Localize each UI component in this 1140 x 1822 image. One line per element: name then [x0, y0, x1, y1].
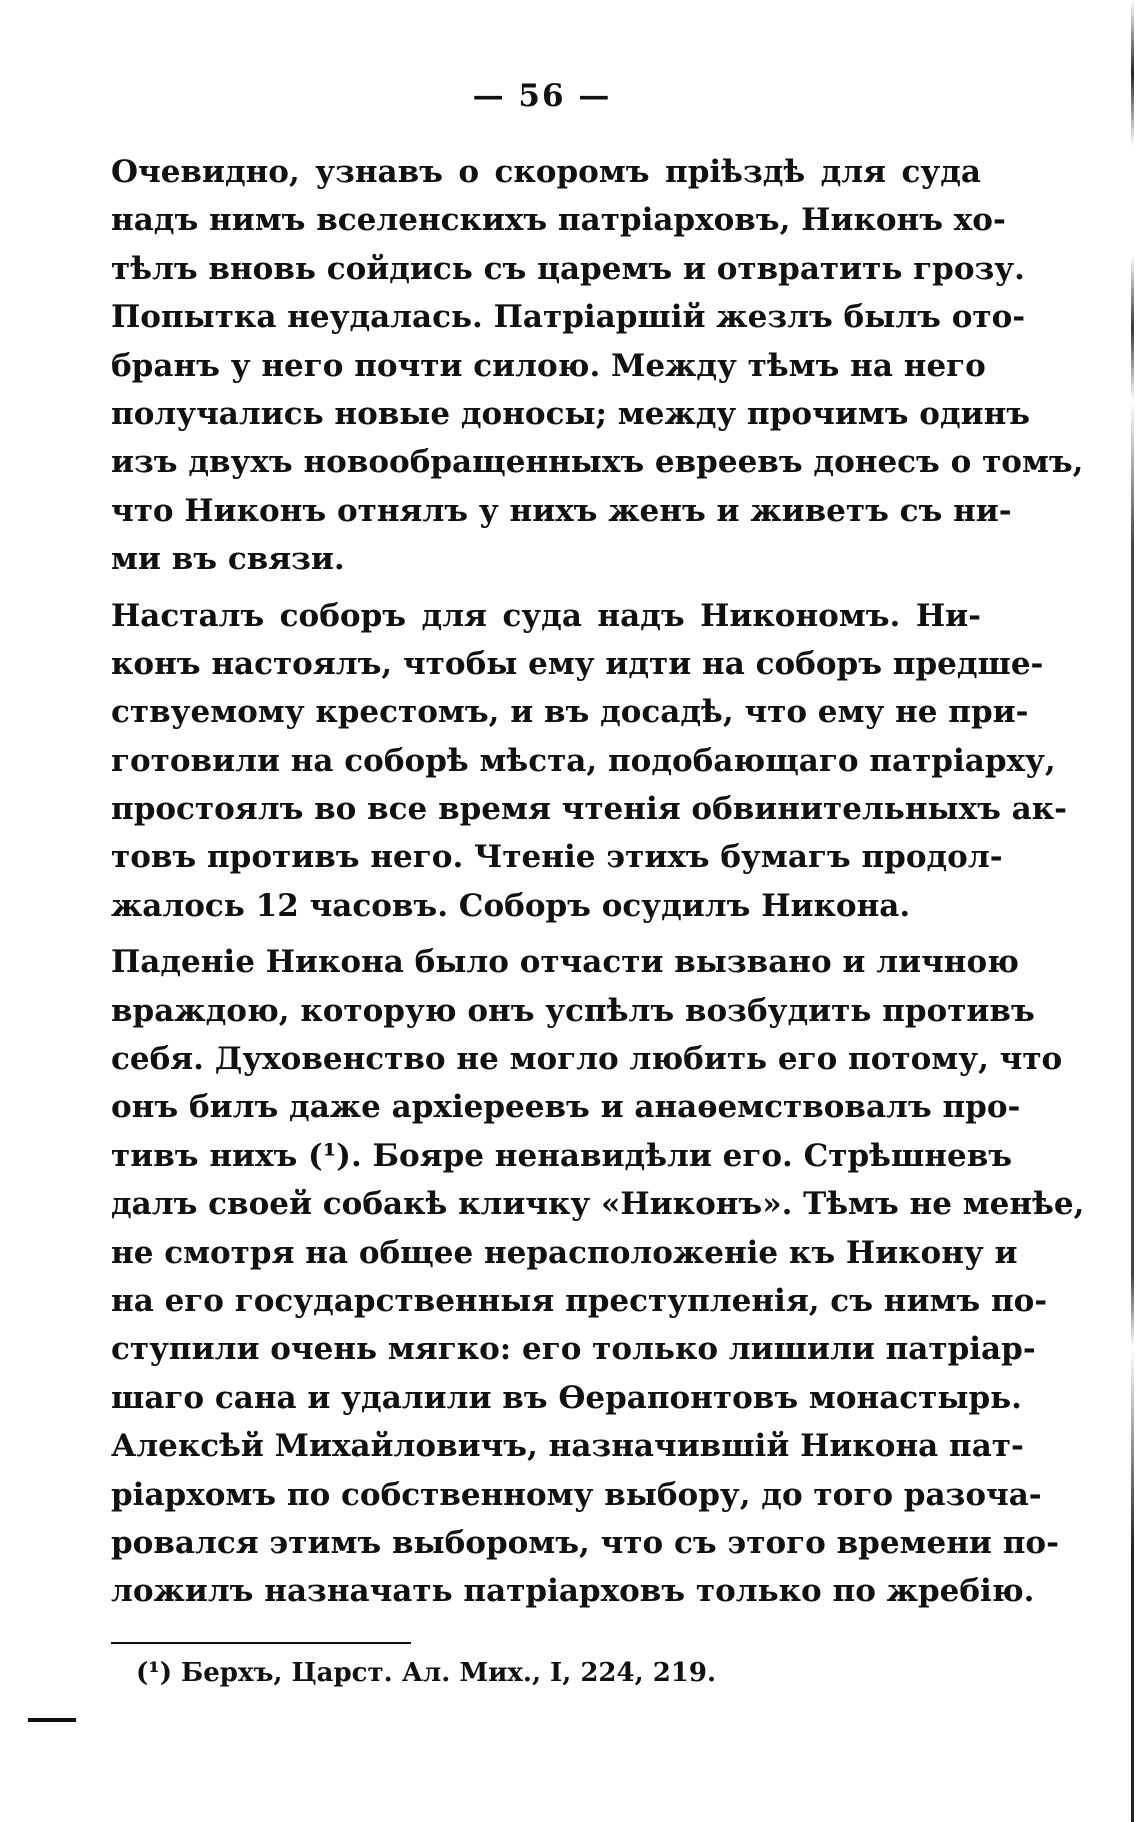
text-line: тѣлъ вновь сойдись съ царемъ и отвратить грозу. — [111, 250, 1025, 287]
text-line: онъ билъ даже архіереевъ и анаѳемствовалъ про- — [111, 1089, 1021, 1126]
text-line: далъ своей собакѣ кличку «Никонъ». Тѣмъ не менѣе, — [111, 1186, 1085, 1223]
text-line: враждою, которую онъ успѣлъ возбудить противъ — [111, 992, 1035, 1029]
footnote-divider — [111, 1642, 411, 1644]
text-line: ствуемому крестомъ, и въ досадѣ, что ему не при- — [111, 694, 1029, 731]
text-line: товъ противъ него. Чтеніе этихъ бумагъ продол- — [111, 839, 1003, 876]
paragraph-2 — [111, 592, 1067, 931]
text-line: Попытка неудалась. Патріаршій жезлъ былъ ото- — [111, 299, 1026, 336]
text-line: готовили на соборѣ мѣста, подобающаго патріарху, — [111, 742, 1056, 779]
text-line: изъ двухъ новообращенныхъ евреевъ донесъ о томъ, — [111, 444, 1084, 481]
text-line: ми въ связи. — [111, 541, 345, 578]
text-line: жалось 12 часовъ. Соборъ осудилъ Никона. — [111, 887, 911, 924]
text-line: Очевидно, узнавъ о скоромъ пріѣздѣ для суда — [111, 154, 981, 190]
text-line: Насталъ соборъ для суда надъ Никономъ. Ни- — [111, 597, 981, 634]
footnote: (¹) Берхъ, Царст. Ал. Мих., I, 224, 219. — [136, 1658, 717, 1688]
text-line: простоялъ во все время чтенія обвинительныхъ ак- — [111, 791, 1067, 828]
paragraph-3 — [111, 938, 1085, 1615]
text-line: Алексѣй Михайловичъ, назначившій Никона пат- — [111, 1428, 1024, 1465]
text-line: себя. Духовенство не могло любить его потому, что — [111, 1041, 1063, 1078]
text-line: не смотря на общее нерасположеніе къ Никону и — [111, 1234, 1018, 1271]
paragraph-1 — [111, 148, 1084, 584]
text-line: ровался этимъ выборомъ, что съ этого времени по- — [111, 1524, 1059, 1561]
page-number: — 56 — — [472, 78, 612, 114]
scan-edge-line — [1131, 0, 1134, 1822]
text-line: ступили очень мягко: его только лишили патріар- — [111, 1331, 1036, 1368]
text-line: ріархомъ по собственному выбору, до того разоча- — [111, 1476, 1042, 1513]
text-line: получались новые доносы; между прочимъ одинъ — [111, 395, 1031, 432]
text-line: что Никонъ отнялъ у нихъ женъ и живетъ съ ни- — [111, 492, 1012, 529]
text-line: тивъ нихъ (¹). Бояре ненавидѣли его. Стрѣшневъ — [111, 1137, 1013, 1174]
text-line: бранъ у него почти силою. Между тѣмъ на него — [111, 347, 986, 384]
text-line: Паденіе Никона было отчасти вызвано и личною — [111, 944, 1019, 981]
text-line: на его государственныя преступленія, съ нимъ по- — [111, 1282, 1048, 1319]
text-line: шаго сана и удалили въ Ѳерапонтовъ монастырь. — [111, 1379, 1022, 1416]
text-line: конъ настоялъ, чтобы ему идти на соборъ предше- — [111, 645, 1044, 682]
body-text — [111, 148, 1085, 1624]
text-line: надъ нимъ вселенскихъ патріарховъ, Никонъ хо- — [111, 202, 1006, 239]
text-line: ложилъ назначать патріарховъ только по жребію. — [111, 1573, 1035, 1610]
scan-stray-mark — [28, 1718, 76, 1722]
